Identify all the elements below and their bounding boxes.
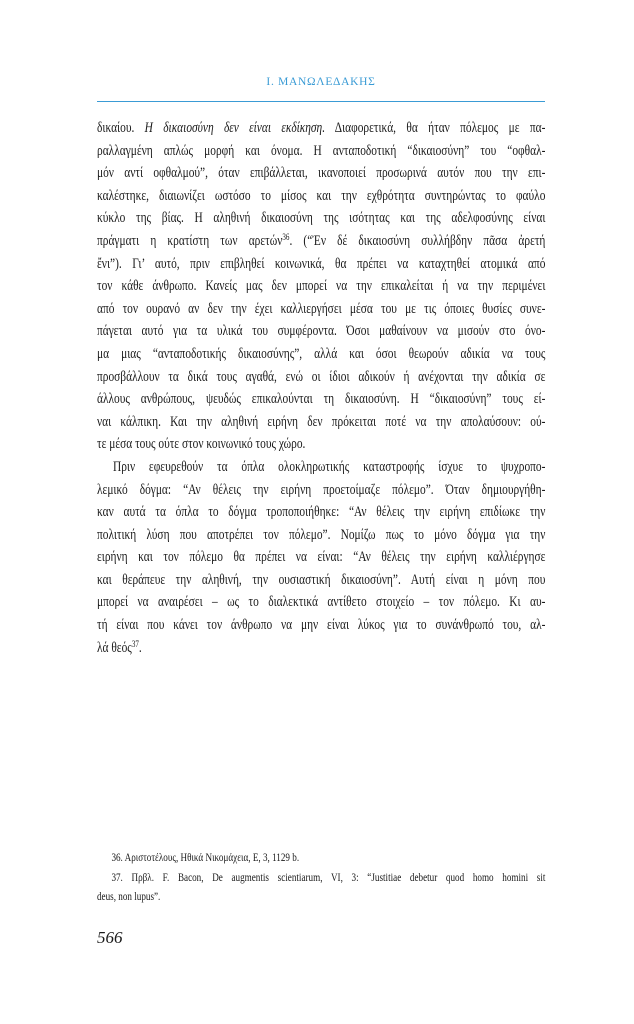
text-line — [97, 546, 545, 569]
text-segment: καλέστηκε, διαιωνίζει ωστόσο το μίσος και την εχθρότητα συντηρώντας το φαύλο — [97, 187, 546, 204]
footnote — [97, 868, 545, 907]
page-number: 566 — [97, 928, 123, 947]
text-segment: τή είναι που κάνει τον άνθρωπο να μην είναι λύκος για το συνάνθρωπό του, αλ- — [97, 617, 546, 634]
header-rule — [97, 101, 545, 102]
text-segment: μπορεί να αναιρέσει – ως το διαλεκτικά αντίθετο στοιχείο – τον πόλεμο. Κι αυ- — [97, 594, 546, 611]
text-line — [97, 162, 545, 185]
text-line — [97, 275, 545, 298]
text-segment: τον κάθε άνθρωπο. Κανείς μας δεν μπορεί να την επικαλείται ή να την περιμένει — [97, 278, 546, 295]
text-segment: λεμικό δόγμα: “Αν θέλεις την ειρήνη προετοίμαζε πόλεμο”. Όταν δημιουργήθη- — [97, 481, 546, 498]
running-head: Ι. ΜΑΝΩΛΕΔΑΚΗΣ — [266, 76, 376, 88]
text-segment: και θεράπευε την αληθινή, την ουσιαστική δικαιοσύνη”. Αυτή είναι η μόνη που — [97, 571, 546, 588]
paragraph — [97, 456, 545, 659]
footnotes — [97, 848, 545, 907]
text-segment: δικαίου. — [97, 120, 145, 136]
footnote-line — [97, 887, 545, 907]
text-line — [97, 569, 545, 592]
text-segment: . — [138, 639, 142, 656]
text-segment: καν αυτά τα όπλα το δόγμα τροποποιήθηκε: “Αν θέλεις την ειρήνη επιδίωκε την — [97, 504, 546, 521]
paragraph — [97, 117, 545, 456]
text-segment: κύκλο της βίας. Η αληθινή δικαιοσύνη της ισότητας και της αδελφοσύνης είναι — [97, 210, 546, 227]
text-line — [97, 320, 545, 343]
text-line — [97, 117, 545, 140]
text-segment: λά θεός — [97, 639, 132, 656]
text-line — [97, 411, 545, 434]
text-segment: τε μέσα τους ούτε στον κοινωνικό τους χώρο. — [97, 436, 306, 453]
text-segment: 37. Πρβλ. F. Bacon, De augmentis scientiarum, VI, 3: “Justitiae debetur quod homo homini sit — [111, 869, 546, 884]
text-line — [97, 298, 545, 321]
footnote-ref: 36 — [282, 232, 290, 243]
text-line — [97, 637, 545, 660]
text-segment: άλλους ανθρώπους, ψευδώς επικαλούνται τη δικαιοσύνη. Η “δικαιοσύνη” τους εί- — [97, 391, 546, 408]
text-line — [97, 140, 545, 163]
text-line — [97, 366, 545, 389]
text-line — [97, 185, 545, 208]
text-line — [97, 207, 545, 230]
italic-text: Η δικαιοσύνη δεν είναι εκδίκηση. — [144, 120, 326, 136]
footnote — [97, 848, 545, 868]
footnote-ref: 37 — [131, 639, 139, 650]
text-segment: ἔνι”). Γι’ αυτό, πριν επιβληθεί κοινωνικά, θα πρέπει να καταχτηθεί ατομικά από — [97, 255, 546, 272]
text-segment: μα μιας “ανταποδοτικής δικαιοσύνης”, αλλά και όσοι θεωρούν αδικία να τους — [97, 345, 546, 362]
text-segment: deus, non lupus”. — [97, 889, 161, 903]
text-line — [97, 230, 545, 253]
text-line — [97, 388, 545, 411]
text-line — [97, 524, 545, 547]
text-segment: πολιτική λύση που αποτρέπει τον πόλεμο”. Νομίζω πως το μόνο δόγμα για την — [97, 526, 546, 543]
text-line — [97, 591, 545, 614]
text-line — [97, 456, 545, 479]
text-segment: Πριν εφευρεθούν τα όπλα ολοκληρωτικής καταστροφής ίσχυε το ψυχροπο- — [112, 458, 546, 475]
text-segment: ραλλαγμένη απλώς μορφή και όνομα. Η ανταποδοτική “δικαιοσύνη” του “οφθαλ- — [97, 142, 546, 159]
text-line — [97, 614, 545, 637]
body-text — [97, 117, 545, 659]
text-line — [97, 433, 545, 456]
text-segment: προσβάλλουν τα δικά τους αγαθά, ενώ οι ίδιοι αδικούν ή ανέχονται την αδικία σε — [97, 368, 546, 385]
text-line — [97, 343, 545, 366]
footnote-line — [97, 868, 545, 888]
text-segment: πάγεται αυτό για τα υλικά του συμφέροντα. Όσοι μαθαίνουν να μισούν στο όνο- — [97, 323, 546, 340]
text-line — [97, 253, 545, 276]
text-segment: 36. Αριστοτέλους, Ηθικά Νικομάχεια, Ε, 3, 1129 b. — [111, 850, 300, 864]
text-segment: Διαφορετικά, θα ήταν πόλεμος με πα- — [325, 120, 546, 136]
text-segment: . (“Ἐν δέ δικαιοσύνη συλλήβδην πᾶσα ἀρετή — [289, 232, 546, 249]
text-segment: ναι κάλπικη. Και την αληθινή ειρήνη δεν πρόκειται ποτέ να την απολαύσουν: ού- — [97, 413, 546, 430]
text-segment: πράγματι η κρατίστη των αρετών — [97, 232, 283, 249]
text-line — [97, 479, 545, 502]
text-segment: ειρήνη και τον πόλεμο θα πρέπει να είναι: “Αν θέλεις την ειρήνη καλλιέργησε — [97, 549, 546, 566]
text-line — [97, 501, 545, 524]
footnote-line — [97, 848, 545, 868]
text-segment: μόν αντί οφθαλμού”, όταν επιβάλλεται, ικανοποιεί προσωρινά αυτόν που την επι- — [97, 165, 546, 182]
text-segment: από τον ουρανό αν δεν την έχει καλλιεργήσει μέσα του με τις όποιες θυσίες συνε- — [97, 300, 546, 317]
